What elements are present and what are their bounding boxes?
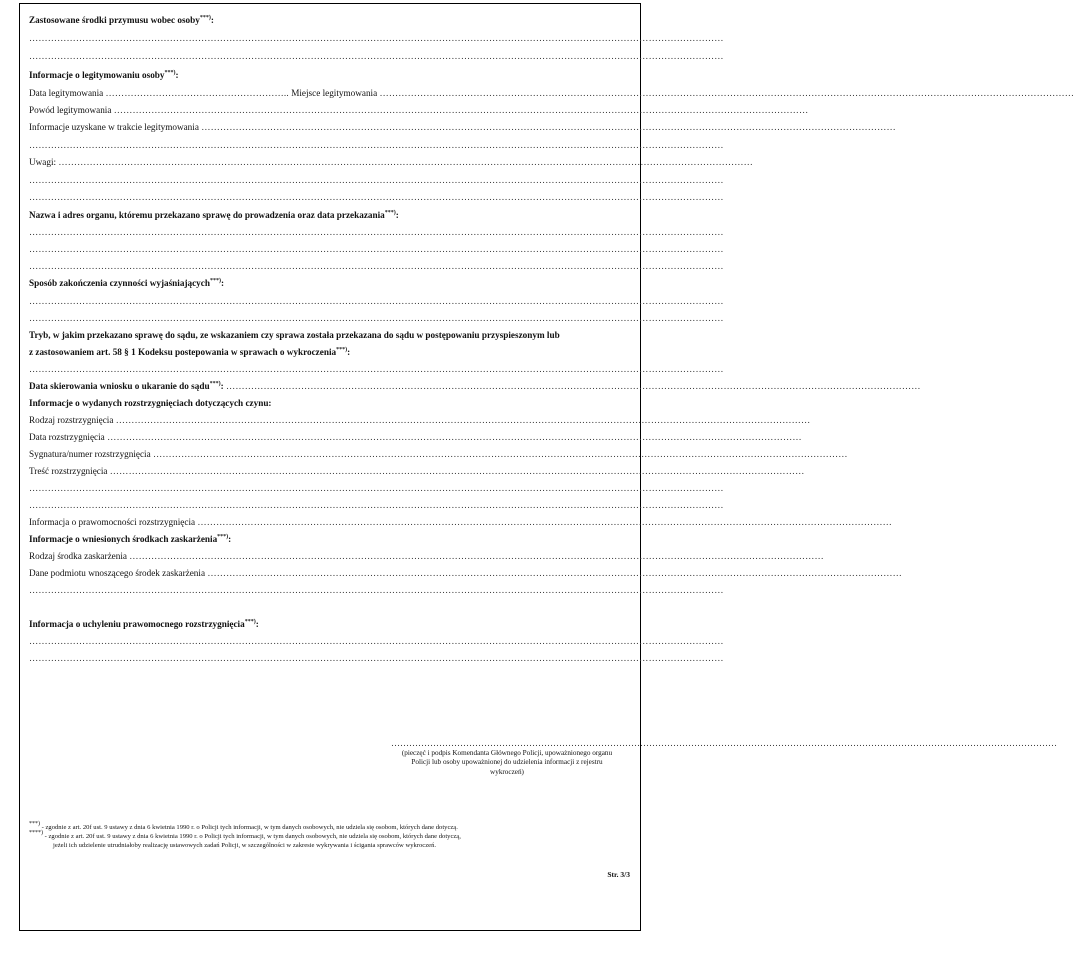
dotted-line: ……………………………………………………………………………………………………………………………………………………………………………………………………	[29, 636, 724, 646]
dotted-line: ……………………………………………………………………………………………………………………………………………………………………………………………………	[29, 483, 724, 493]
appeal-type-field: Rodzaj środka zaskarżenia ……………………………………………………………………………………………………………………………………………………………………………………………………	[29, 551, 824, 561]
dotted-line: ……………………………………………………………………………………………………………………………………………………………………………………………………	[29, 500, 724, 510]
court-transfer-heading-cont: z zastosowaniem art. 58 § 1 Kodeksu postepowania w sprawach o wykroczenia***):	[29, 347, 351, 357]
dotted-line: ……………………………………………………………………………………………………………………………………………………………………………………………………	[29, 244, 724, 254]
signature-line: ……………………………………………………………………………………………………………………………………………………………………………………………………	[391, 738, 1057, 748]
dotted-line: ……………………………………………………………………………………………………………………………………………………………………………………………………	[29, 51, 724, 61]
dotted-line: ……………………………………………………………………………………………………………………………………………………………………………………………………	[29, 296, 724, 306]
court-transfer-heading: Tryb, w jakim przekazano sprawę do sądu, ze wskazaniem czy sprawa została przekazana do sądu w postępowaniu przyspieszonym lub	[29, 330, 560, 340]
ruling-finality-field: Informacja o prawomocności rozstrzygnięcia ……………………………………………………………………………………………………………………………………………………………………………………………………	[29, 517, 893, 527]
dotted-line: ……………………………………………………………………………………………………………………………………………………………………………………………………	[29, 261, 724, 271]
remarks-field: Uwagi: ……………………………………………………………………………………………………………………………………………………………………………………………………	[29, 157, 754, 167]
authority-heading: Nazwa i adres organu, któremu przekazano sprawę do prowadzenia oraz data przekazania***):	[29, 210, 399, 220]
dotted-line: ……………………………………………………………………………………………………………………………………………………………………………………………………	[29, 364, 724, 374]
footnote-3: ***) - zgodnie z art. 20f ust. 9 ustawy z dnia 6 kwietnia 1990 r. o Policji tych informacji, w tym danych osobowych, nie udziela się osobom, których dane dotyczą.	[29, 821, 458, 831]
annulment-heading: Informacja o uchyleniu prawomocnego rozstrzygnięcia***):	[29, 619, 259, 629]
ruling-signature-field: Sygnatura/numer rozstrzygnięcia ……………………………………………………………………………………………………………………………………………………………………………………………………	[29, 449, 848, 459]
id-check-info-field: Informacje uzyskane w trakcie legitymowania ……………………………………………………………………………………………………………………………………………………………………………………………………	[29, 122, 896, 132]
id-check-heading: Informacje o legitymowaniu osoby***):	[29, 70, 179, 80]
id-check-date-field: Data legitymowania ………………………………………………….. Miejsce legitymowania ……………………………………………………………………………………………………………………………………………………………………………………………………	[29, 88, 1074, 98]
dotted-line: ……………………………………………………………………………………………………………………………………………………………………………………………………	[29, 33, 724, 43]
form-page	[19, 3, 1074, 931]
appeal-filer-field: Dane podmiotu wnoszącego środek zaskarżenia ……………………………………………………………………………………………………………………………………………………………………………………………………	[29, 568, 903, 578]
ruling-type-field: Rodzaj rozstrzygnięcia ……………………………………………………………………………………………………………………………………………………………………………………………………	[29, 415, 811, 425]
dotted-line: ……………………………………………………………………………………………………………………………………………………………………………………………………	[29, 313, 724, 323]
dotted-line: ……………………………………………………………………………………………………………………………………………………………………………………………………	[29, 192, 724, 202]
dotted-line: ……………………………………………………………………………………………………………………………………………………………………………………………………	[29, 585, 724, 595]
dotted-line: ……………………………………………………………………………………………………………………………………………………………………………………………………	[29, 140, 724, 150]
measures-heading: Zastosowane środki przymusu wobec osoby***):	[29, 15, 214, 25]
dotted-line: ……………………………………………………………………………………………………………………………………………………………………………………………………	[29, 653, 724, 663]
ruling-date-field: Data rozstrzygnięcia ……………………………………………………………………………………………………………………………………………………………………………………………………	[29, 432, 802, 442]
signature-caption: (pieczęć i podpis Komendanta Głównego Policji, upoważnionego organu Policji lub osoby upoważnionej do udzielenia informacji z rejestru wykroczeń)	[401, 749, 613, 776]
dotted-line: ……………………………………………………………………………………………………………………………………………………………………………………………………	[29, 227, 724, 237]
referral-date-field: Data skierowania wniosku o ukaranie do sądu***): ……………………………………………………………………………………………………………………………………………………………………………………………………	[29, 381, 921, 391]
page-number: Str. 3/3	[607, 870, 630, 879]
dotted-line: ……………………………………………………………………………………………………………………………………………………………………………………………………	[29, 175, 724, 185]
rulings-heading: Informacje o wydanych rozstrzygnięciach dotyczących czynu:	[29, 398, 272, 408]
closure-heading: Sposób zakończenia czynności wyjaśniających***):	[29, 278, 225, 288]
appeals-heading: Informacje o wniesionych środkach zaskarżenia***):	[29, 534, 232, 544]
id-check-reason-field: Powód legitymowania ……………………………………………………………………………………………………………………………………………………………………………………………………	[29, 105, 809, 115]
footnote-4: ****) - zgodnie z art. 20f ust. 9 ustawy z dnia 6 kwietnia 1990 r. o Policji tych informacji, w tym danych osobowych, nie udziela się osobom, których dane dotyczą,	[29, 830, 461, 840]
footnote-4-cont: jeżeli ich udzielenie utrudniałoby realizację ustawowych zadań Policji, w szczególności w zakresie wykrywania i ścigania sprawców wykroczeń.	[53, 842, 437, 849]
ruling-content-field: Treść rozstrzygnięcia ……………………………………………………………………………………………………………………………………………………………………………………………………	[29, 466, 805, 476]
